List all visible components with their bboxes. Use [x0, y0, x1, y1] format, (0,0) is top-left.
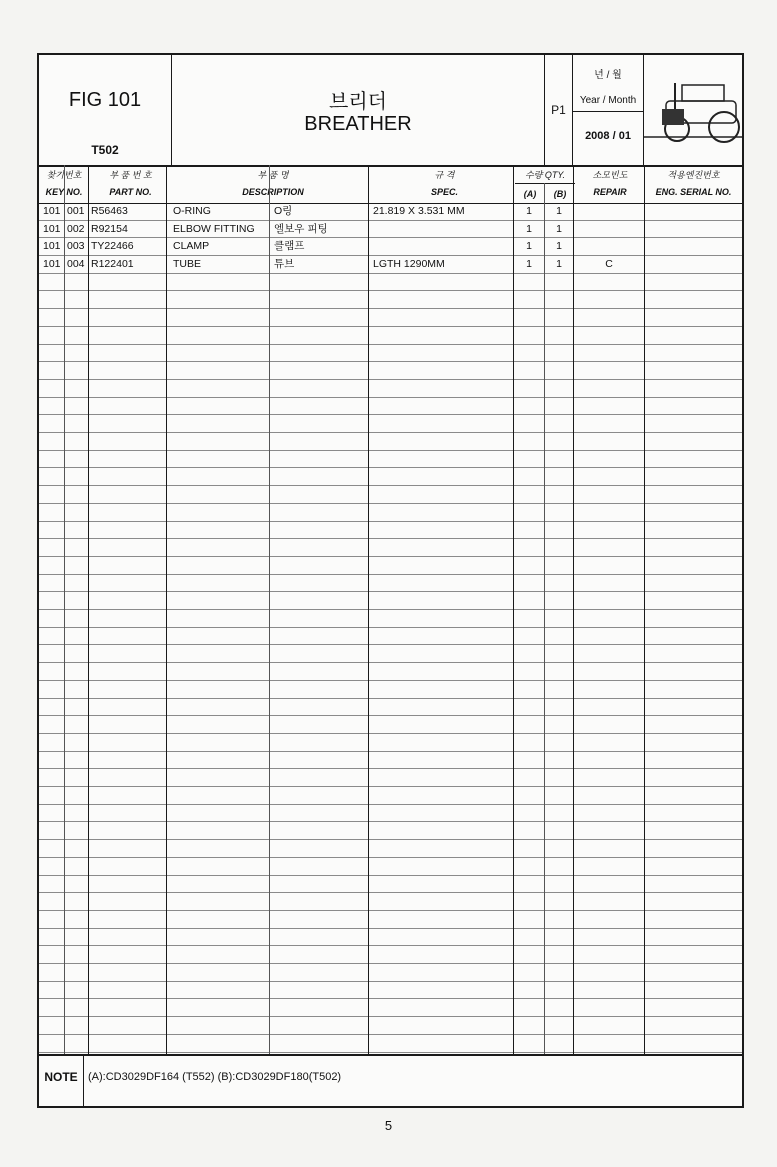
cell-fig: 101: [43, 205, 61, 217]
cell-fig: 101: [43, 240, 61, 253]
empty-table-row: [39, 522, 742, 540]
divider-spec-qty: [513, 165, 514, 1054]
cell-part: R122401: [91, 258, 134, 271]
empty-table-row: [39, 539, 742, 557]
cell-desc-ko: O링: [274, 205, 293, 217]
col-serial: [645, 165, 742, 203]
cell-desc-ko: 튜브: [274, 258, 295, 271]
divider-desc-en-ko: [269, 165, 270, 1054]
note-row: [39, 1054, 742, 1108]
note-label: NOTE: [39, 1056, 84, 1108]
empty-table-row: [39, 663, 742, 681]
empty-table-row: [39, 699, 742, 717]
cell-part: TY22466: [91, 240, 134, 253]
col-description: [172, 165, 374, 203]
title-cell: [172, 55, 545, 165]
empty-table-row: [39, 681, 742, 699]
col-part-no-ko: 부 품 번 호: [109, 170, 152, 180]
col-key-no-ko: 찾기번호: [46, 170, 82, 180]
empty-table-row: [39, 345, 742, 363]
cell-serial: [645, 238, 742, 255]
col-key-no-en: KEY NO.: [45, 187, 83, 197]
page-indicator: P1: [551, 103, 566, 117]
col-serial-en: ENG. SERIAL NO.: [655, 187, 732, 197]
col-repair: [575, 165, 645, 203]
cell-key: 004: [67, 258, 85, 271]
empty-table-row: [39, 858, 742, 876]
empty-table-row: [39, 893, 742, 911]
empty-table-row: [39, 451, 742, 469]
divider-part-desc: [166, 165, 167, 1054]
cell-qty-b: 1: [556, 240, 562, 253]
empty-table-row: [39, 752, 742, 770]
empty-table-row: [39, 946, 742, 964]
sheet-header: [39, 55, 742, 167]
empty-table-row: [39, 628, 742, 646]
column-header-row: [39, 165, 742, 204]
cell-part: R56463: [91, 205, 128, 217]
cell-repair: [574, 203, 644, 220]
page-cell: [545, 55, 573, 165]
cell-spec: 21.819 X 3.531 MM: [373, 205, 465, 217]
cell-key: 003: [67, 240, 85, 253]
col-serial-ko: 적용엔진번호: [667, 170, 720, 180]
cell-desc-ko: 클램프: [274, 240, 305, 253]
empty-table-row: [39, 1035, 742, 1053]
col-spec-en: SPEC.: [430, 187, 458, 197]
col-part-no-en: PART NO.: [109, 187, 152, 197]
empty-table-row: [39, 929, 742, 947]
empty-table-row: [39, 504, 742, 522]
col-repair-en: REPAIR: [593, 187, 627, 197]
col-description-ko: 부 품 명: [257, 170, 289, 180]
empty-table-row: [39, 805, 742, 823]
empty-table-row: [39, 309, 742, 327]
empty-table-row: [39, 557, 742, 575]
cell-qty-a: 1: [526, 258, 532, 271]
illustration-cell: [644, 55, 742, 165]
parts-table-body: [39, 203, 742, 1054]
empty-table-row: [39, 327, 742, 345]
empty-table-row: [39, 876, 742, 894]
cell-qty-b: 1: [556, 222, 562, 235]
cell-spec: LGTH 1290MM: [373, 258, 445, 271]
title-korean: 브리더: [329, 91, 387, 113]
empty-table-row: [39, 469, 742, 487]
col-description-en: DESCRIPTION: [242, 187, 304, 197]
col-repair-ko: 소모빈도: [592, 170, 628, 180]
empty-table-row: [39, 840, 742, 858]
col-spec-ko: 규 격: [434, 170, 455, 180]
cell-qty-a: 1: [526, 205, 532, 217]
cell-spec: [373, 221, 513, 238]
table-row: [39, 238, 742, 256]
divider-qty-a-b: [544, 183, 545, 1054]
col-part-no: [89, 165, 172, 203]
cell-fig: 101: [43, 222, 61, 235]
model-code: T502: [91, 143, 119, 157]
empty-table-row: [39, 1000, 742, 1018]
page-number: 5: [384, 1118, 393, 1133]
empty-table-row: [39, 610, 742, 628]
cell-desc-en: O-RING: [173, 205, 211, 217]
empty-table-row: [39, 415, 742, 433]
cell-desc-en: ELBOW FITTING: [173, 222, 255, 235]
col-spec: [374, 165, 515, 203]
col-qty-a: (A): [515, 183, 545, 204]
year-month-korean: 년 / 월: [594, 70, 622, 81]
divider-desc-spec: [368, 165, 369, 1054]
empty-table-row: [39, 982, 742, 1000]
cell-repair: [574, 238, 644, 255]
table-row: [39, 221, 742, 239]
cell-qty-b: 1: [556, 258, 562, 271]
cell-key: 002: [67, 222, 85, 235]
empty-table-row: [39, 398, 742, 416]
empty-table-row: [39, 592, 742, 610]
cell-desc-en: CLAMP: [173, 240, 210, 253]
empty-table-row: [39, 769, 742, 787]
cell-spec: [373, 238, 513, 255]
empty-table-row: [39, 787, 742, 805]
col-qty-b: (B): [545, 183, 575, 204]
figure-cell: [39, 55, 172, 165]
empty-table-row: [39, 823, 742, 841]
empty-table-row: [39, 486, 742, 504]
divider-key-part: [88, 165, 89, 1054]
empty-table-row: [39, 646, 742, 664]
empty-table-row: [39, 362, 742, 380]
table-row: [39, 256, 742, 274]
col-qty-ko: 수량 QTY.: [524, 170, 566, 180]
parts-sheet: [37, 53, 744, 1108]
cell-fig: 101: [43, 258, 61, 271]
divider-qty-repair: [573, 165, 574, 1054]
cell-serial: [645, 203, 742, 220]
cell-key: 001: [67, 205, 85, 217]
divider-repair-serial: [644, 165, 645, 1054]
note-text: (A):CD3029DF164 (T552) (B):CD3029DF180(T502): [88, 1071, 342, 1083]
cell-repair: [574, 221, 644, 238]
empty-table-row: [39, 734, 742, 752]
divider-fig-key: [64, 165, 65, 1054]
year-month-english: Year / Month: [579, 95, 637, 106]
table-row: [39, 203, 742, 221]
empty-table-row: [39, 964, 742, 982]
figure-label: FIG 101: [68, 89, 142, 111]
date-cell: [573, 55, 644, 165]
empty-table-row: [39, 292, 742, 310]
cell-desc-ko: 엘보우 피팅: [274, 222, 328, 235]
cell-part: R92154: [91, 222, 128, 235]
year-month-header: [573, 55, 643, 112]
empty-table-row: [39, 716, 742, 734]
title-english: BREATHER: [304, 113, 412, 135]
empty-table-row: [39, 380, 742, 398]
empty-table-row: [39, 911, 742, 929]
empty-table-row: [39, 575, 742, 593]
cell-qty-a: 1: [526, 222, 532, 235]
tractor-icon: [644, 55, 742, 165]
empty-table-row: [39, 274, 742, 292]
empty-table-row: [39, 433, 742, 451]
cell-desc-en: TUBE: [173, 258, 202, 271]
empty-table-row: [39, 1017, 742, 1035]
cell-serial: [645, 221, 742, 238]
cell-serial: [645, 256, 742, 273]
issue-date: 2008 / 01: [585, 130, 631, 142]
cell-qty-b: 1: [556, 205, 562, 217]
cell-qty-a: 1: [526, 240, 532, 253]
cell-repair: C: [605, 258, 613, 271]
